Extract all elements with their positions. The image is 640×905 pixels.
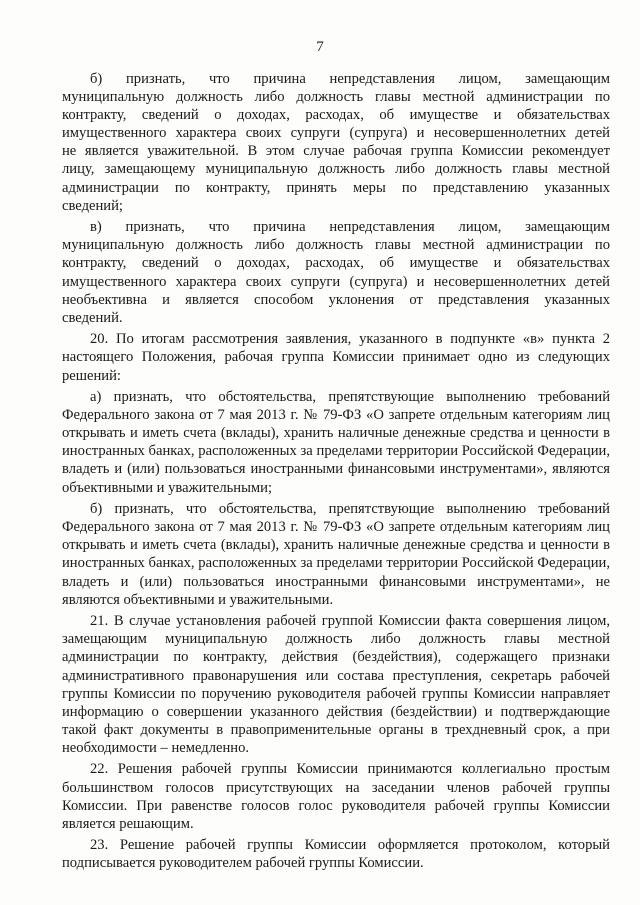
document-body — [62, 70, 610, 876]
paragraph-19b: б) признать, что причина непредставления лицом, замещающим муниципальную должность либо должность главы местной администрации по контракту, сведений о доходах, расходах, об имуществе и обязательствах имущественного характера своих супруги (супруга) и несовершеннолетних детей не является уважительной. В этом случае рабочая группа Комиссии рекомендует лицу, замещающему муниципальную должность либо должность главы местной администрации по контракту, принять меры по представлению указанных сведений; — [62, 71, 610, 214]
paragraph-22: 22. Решения рабочей группы Комиссии принимаются коллегиально простым большинством голосов присутствующих на заседании членов рабочей группы Комиссии. При равенстве голосов голос руководителя рабочей группы Комиссии является решающим. — [62, 761, 610, 832]
paragraph-23: 23. Решение рабочей группы Комиссии оформляется протоколом, который подписывается руководителем рабочей группы Комиссии. — [62, 837, 610, 872]
paragraph-20a: а) признать, что обстоятельства, препятствующие выполнению требований Федерального закона от 7 мая 2013 г. № 79-ФЗ «О запрете отдельным категориям лиц открывать и иметь счета (вклады), хранить наличные денежные средства и ценности в иностранных банках, расположенных за пределами территории Российской Федерации, владеть и (или) пользоваться иностранными финансовыми инструментами», являются объективными и уважительными; — [62, 389, 610, 496]
paragraph-20b: б) признать, что обстоятельства, препятствующие выполнению требований Федерального закона от 7 мая 2013 г. № 79-ФЗ «О запрете отдельным категориям лиц открывать и иметь счета (вклады), хранить наличные денежные средства и ценности в иностранных банках, расположенных за пределами территории Российской Федерации, владеть и (или) пользоваться иностранными финансовыми инструментами», не являются объективными и уважительными. — [62, 501, 610, 608]
paragraph-21: 21. В случае установления рабочей группой Комиссии факта совершения лицом, замещающим муниципальную должность либо должность главы местной администрации по контракту, действия (бездействия), содержащего признаки административного правонарушения или состава преступления, секретарь рабочей группы Комиссии по поручению руководителя рабочей группы Комиссии направляет информацию о совершении указанного действия (бездействии) и подтверждающие такой факт документы в правоприменительные органы в трехдневный срок, а при необходимости – немедленно. — [62, 613, 610, 756]
page-number: 7 — [316, 39, 324, 55]
paragraph-20: 20. По итогам рассмотрения заявления, указанного в подпункте «в» пункта 2 настоящего Положения, рабочая группа Комиссии принимает одно из следующих решений: — [62, 331, 610, 384]
paragraph-19c: в) признать, что причина непредставления лицом, замещающим муниципальную должность либо должность главы местной администрации по контракту, сведений о доходах, расходах, об имуществе и обязательствах имущественного характера своих супруги (супруга) и несовершеннолетних детей необъективна и является способом уклонения от представления указанных сведений. — [62, 219, 610, 326]
